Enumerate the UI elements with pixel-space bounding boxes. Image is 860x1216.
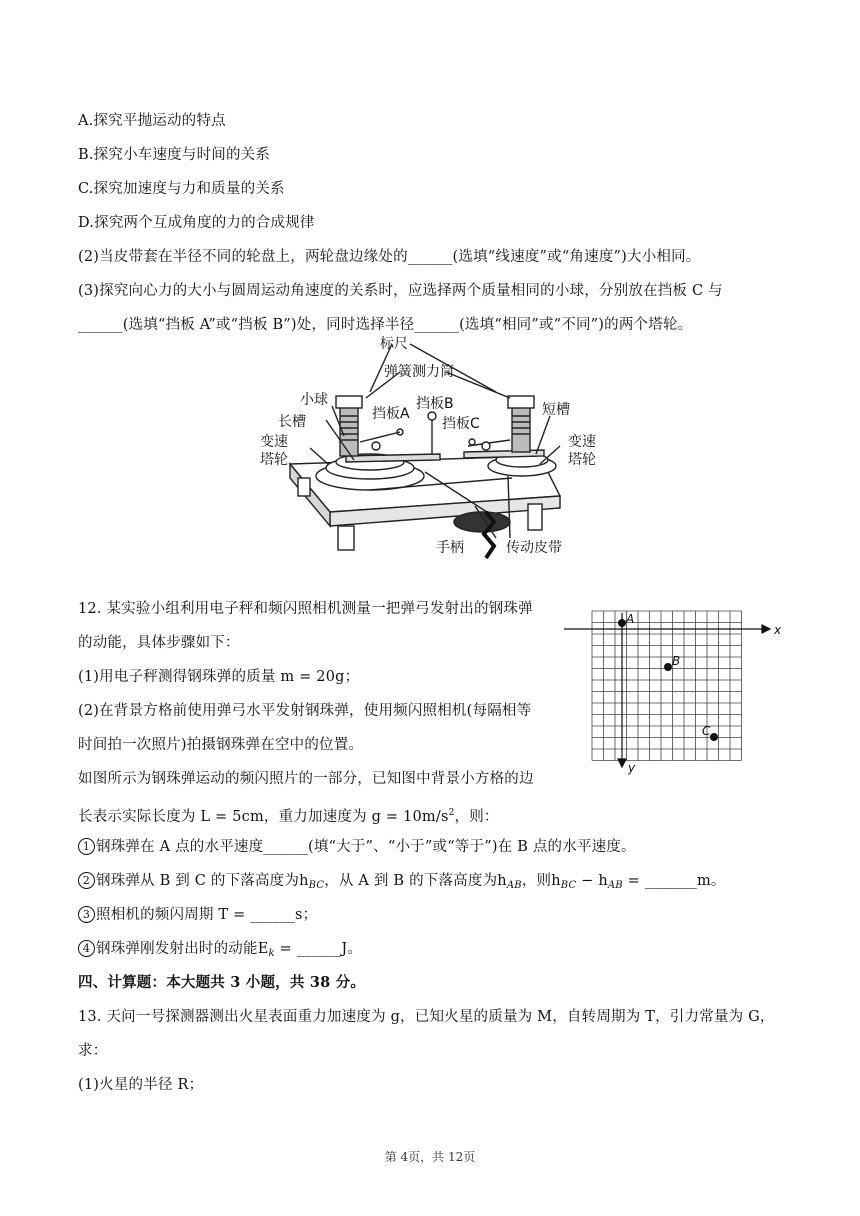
label-short-groove: 短槽 bbox=[542, 402, 570, 418]
label-long-groove: 长槽 bbox=[278, 414, 306, 430]
label-c: C bbox=[702, 724, 711, 738]
q12-line1: 12. 某实验小组利用电子秤和频闪照相机测量一把弹弓发射出的钢珠弹 bbox=[78, 601, 533, 617]
question-2: (2)当皮带套在半径不同的轮盘上，两轮盘边缘处的______(选填“线速度”或“角速度”)大小相同。 bbox=[78, 249, 701, 265]
point-c bbox=[710, 733, 718, 741]
q12-line5: 时间拍一次照片)拍摄钢珠弹在空中的位置。 bbox=[78, 737, 364, 753]
point-b bbox=[664, 663, 672, 671]
q12-subq2: 2 钢珠弹从 B 到 C 的下落高度为$h_{BC}$，从 A 到 B 的下落高度为$h_{AB}$，则$h_{BC} - h_{AB}$ = _______m。 bbox=[78, 871, 726, 896]
q12-subq1: 1 钢珠弹在 A 点的水平速度______(填“大于”、“小于”或“等于”)在 B 点的水平速度。 bbox=[78, 837, 636, 857]
q13-line2: 求： bbox=[78, 1043, 108, 1059]
option-c: C.探究加速度与力和质量的关系 bbox=[78, 181, 285, 197]
option-a: A.探究平抛运动的特点 bbox=[78, 113, 226, 129]
q12-line6: 如图所示为钢珠弹运动的频闪照片的一部分，已知图中背景小方格的边 bbox=[78, 771, 534, 787]
section-heading: 四、计算题：本大题共 3 小题，共 38 分。 bbox=[78, 974, 366, 991]
option-d: D.探究两个互成角度的力的合成规律 bbox=[78, 215, 315, 231]
label-baffle-c: 挡板C bbox=[442, 416, 480, 432]
circled-number: 1 bbox=[78, 838, 95, 855]
question-3-line2: ______(选填“挡板 A”或“挡板 B”)处，同时选择半径______(选填“相同”或“不同”)的两个塔轮。 bbox=[78, 317, 693, 333]
q13-line1: 13. 天问一号探测器测出火星表面重力加速度为 g，已知火星的质量为 M，自转周期为 T，引力常量为 G， bbox=[78, 1009, 775, 1025]
option-b: B.探究小车速度与时间的关系 bbox=[78, 147, 271, 163]
axis-x-label: x bbox=[774, 623, 782, 637]
label-a: A bbox=[626, 612, 635, 626]
q12-line2: 的动能，具体步骤如下： bbox=[78, 635, 240, 651]
label-variable-left-2: 塔轮 bbox=[260, 452, 288, 468]
q12-line3: (1)用电子秤测得钢珠弹的质量 m = 20g； bbox=[78, 669, 360, 685]
label-variable-right-2: 塔轮 bbox=[568, 452, 596, 468]
label-b: B bbox=[672, 654, 681, 668]
q12-line7: 长表示实际长度为 L = 5cm，重力加速度为 $g = 10m/s^2$，则： bbox=[78, 808, 499, 825]
point-a bbox=[618, 619, 626, 627]
label-variable-left-1: 变速 bbox=[260, 434, 288, 450]
q13-line3: (1)火星的半径 R； bbox=[78, 1077, 204, 1093]
circled-number: 3 bbox=[78, 906, 95, 923]
q12-subq4: 4 钢珠弹刚发射出时的动能$E_k$ = ______J。 bbox=[78, 939, 362, 964]
label-belt: 传动皮带 bbox=[506, 540, 562, 556]
label-variable-right-1: 变速 bbox=[568, 434, 596, 450]
q12-line4: (2)在背景方格前使用弹弓水平发射钢珠弹，使用频闪照相机(每隔相等 bbox=[78, 703, 532, 719]
axis-y-label: y bbox=[628, 761, 636, 775]
q12-subq3: 3 照相机的频闪周期 T = ______s； bbox=[78, 905, 317, 925]
question-3-line1: (3)探究向心力的大小与圆周运动角速度的关系时，应选择两个质量相同的小球，分别放在挡板 C 与 bbox=[78, 283, 723, 299]
label-baffle-b: 挡板B bbox=[416, 396, 454, 412]
centripetal-force-apparatus-figure bbox=[250, 336, 620, 564]
page-footer: 第 4页，共 12页 bbox=[384, 1150, 476, 1164]
circled-number: 2 bbox=[78, 872, 95, 889]
label-handle: 手柄 bbox=[436, 540, 464, 556]
circled-number: 4 bbox=[78, 940, 95, 957]
label-spring-gauge: 弹簧测力筒 bbox=[384, 364, 454, 380]
label-ball: 小球 bbox=[300, 392, 328, 408]
strobe-grid-figure bbox=[556, 605, 786, 775]
label-baffle-a: 挡板A bbox=[372, 406, 410, 422]
label-ruler: 标尺 bbox=[380, 336, 408, 352]
